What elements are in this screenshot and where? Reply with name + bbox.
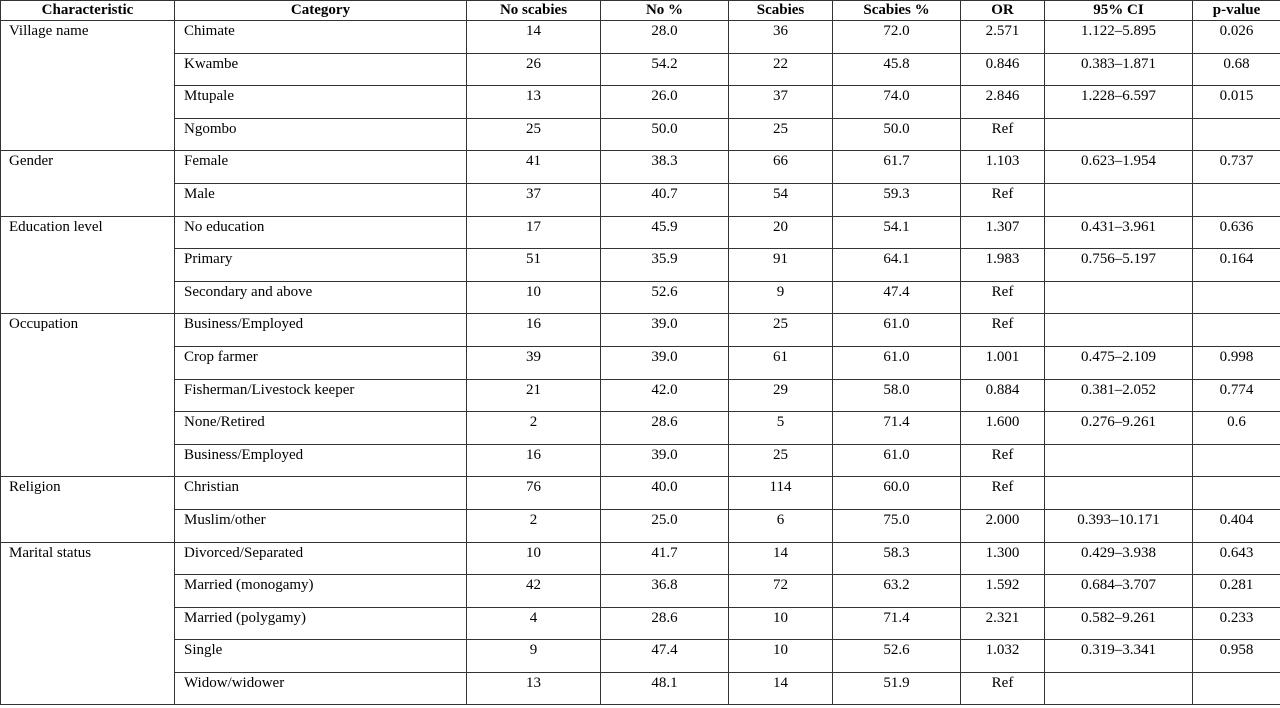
- table-row: [1, 672, 1280, 705]
- scabies-percent-cell: 75.0: [833, 509, 961, 542]
- category-cell: Single: [175, 640, 467, 673]
- ci-cell: 1.122–5.895: [1045, 21, 1193, 54]
- ci-cell: [1045, 281, 1193, 314]
- scabies-percent-cell: 61.7: [833, 151, 961, 184]
- scabies-cell: 22: [729, 53, 833, 86]
- ci-cell: 0.475–2.109: [1045, 346, 1193, 379]
- no-scabies-cell: 14: [467, 21, 601, 54]
- odds-ratio-cell: 1.032: [961, 640, 1045, 673]
- table-row: [1, 183, 1280, 216]
- table-row: [1, 379, 1280, 412]
- scabies-percent-cell: 45.8: [833, 53, 961, 86]
- scabies-cell: 14: [729, 672, 833, 705]
- odds-ratio-cell: 2.321: [961, 607, 1045, 640]
- category-cell: Business/Employed: [175, 444, 467, 477]
- header-row: [1, 1, 1280, 21]
- header-category: Category: [175, 1, 467, 21]
- scabies-cell: 20: [729, 216, 833, 249]
- ci-cell: 0.393–10.171: [1045, 509, 1193, 542]
- scabies-percent-cell: 71.4: [833, 412, 961, 445]
- no-scabies-cell: 41: [467, 151, 601, 184]
- no-percent-cell: 50.0: [601, 118, 729, 151]
- scabies-cell: 54: [729, 183, 833, 216]
- table-row: [1, 314, 1280, 347]
- table-row: [1, 412, 1280, 445]
- scabies-cell: 66: [729, 151, 833, 184]
- no-percent-cell: 36.8: [601, 575, 729, 608]
- ci-cell: [1045, 477, 1193, 510]
- odds-ratio-cell: 0.884: [961, 379, 1045, 412]
- p-value-cell: [1193, 477, 1280, 510]
- scabies-cell: 72: [729, 575, 833, 608]
- no-percent-cell: 35.9: [601, 249, 729, 282]
- ci-cell: [1045, 444, 1193, 477]
- table-row: [1, 346, 1280, 379]
- no-scabies-cell: 25: [467, 118, 601, 151]
- p-value-cell: [1193, 118, 1280, 151]
- table-row: [1, 118, 1280, 151]
- no-scabies-cell: 13: [467, 86, 601, 119]
- ci-cell: [1045, 314, 1193, 347]
- p-value-cell: 0.281: [1193, 575, 1280, 608]
- p-value-cell: 0.998: [1193, 346, 1280, 379]
- table-row: [1, 86, 1280, 119]
- ci-cell: 0.429–3.938: [1045, 542, 1193, 575]
- ci-cell: 0.582–9.261: [1045, 607, 1193, 640]
- ci-cell: 0.319–3.341: [1045, 640, 1193, 673]
- category-cell: Married (polygamy): [175, 607, 467, 640]
- scabies-cell: 61: [729, 346, 833, 379]
- scabies-percent-cell: 59.3: [833, 183, 961, 216]
- scabies-percent-cell: 61.0: [833, 346, 961, 379]
- category-cell: Married (monogamy): [175, 575, 467, 608]
- category-cell: Mtupale: [175, 86, 467, 119]
- category-cell: Primary: [175, 249, 467, 282]
- no-percent-cell: 54.2: [601, 53, 729, 86]
- category-cell: Crop farmer: [175, 346, 467, 379]
- no-percent-cell: 52.6: [601, 281, 729, 314]
- odds-ratio-cell: 2.571: [961, 21, 1045, 54]
- no-percent-cell: 28.6: [601, 412, 729, 445]
- no-percent-cell: 40.0: [601, 477, 729, 510]
- no-percent-cell: 48.1: [601, 672, 729, 705]
- characteristic-cell: Religion: [1, 477, 175, 542]
- characteristic-cell: Education level: [1, 216, 175, 314]
- ci-cell: 0.756–5.197: [1045, 249, 1193, 282]
- no-scabies-cell: 21: [467, 379, 601, 412]
- no-scabies-cell: 9: [467, 640, 601, 673]
- scabies-percent-cell: 71.4: [833, 607, 961, 640]
- header-p-value: p-value: [1193, 1, 1280, 21]
- scabies-percent-cell: 52.6: [833, 640, 961, 673]
- no-scabies-cell: 39: [467, 346, 601, 379]
- no-scabies-cell: 4: [467, 607, 601, 640]
- odds-ratio-cell: Ref: [961, 281, 1045, 314]
- scabies-cell: 14: [729, 542, 833, 575]
- p-value-cell: 0.233: [1193, 607, 1280, 640]
- scabies-cell: 114: [729, 477, 833, 510]
- p-value-cell: 0.643: [1193, 542, 1280, 575]
- p-value-cell: 0.164: [1193, 249, 1280, 282]
- no-percent-cell: 42.0: [601, 379, 729, 412]
- no-percent-cell: 38.3: [601, 151, 729, 184]
- header-scabies: Scabies: [729, 1, 833, 21]
- scabies-cell: 5: [729, 412, 833, 445]
- category-cell: No education: [175, 216, 467, 249]
- p-value-cell: 0.015: [1193, 86, 1280, 119]
- odds-ratio-cell: 2.846: [961, 86, 1045, 119]
- no-percent-cell: 25.0: [601, 509, 729, 542]
- scabies-cell: 29: [729, 379, 833, 412]
- table-row: [1, 509, 1280, 542]
- table-row: [1, 216, 1280, 249]
- scabies-cell: 37: [729, 86, 833, 119]
- scabies-percent-cell: 58.3: [833, 542, 961, 575]
- category-cell: Secondary and above: [175, 281, 467, 314]
- scabies-percent-cell: 74.0: [833, 86, 961, 119]
- p-value-cell: 0.026: [1193, 21, 1280, 54]
- table-header: [1, 1, 1280, 21]
- category-cell: Business/Employed: [175, 314, 467, 347]
- scabies-cell: 25: [729, 444, 833, 477]
- scabies-percent-cell: 47.4: [833, 281, 961, 314]
- p-value-cell: [1193, 314, 1280, 347]
- scabies-cell: 25: [729, 118, 833, 151]
- ci-cell: [1045, 183, 1193, 216]
- scabies-percent-cell: 58.0: [833, 379, 961, 412]
- p-value-cell: [1193, 444, 1280, 477]
- odds-ratio-cell: 1.103: [961, 151, 1045, 184]
- scabies-cell: 91: [729, 249, 833, 282]
- no-scabies-cell: 2: [467, 412, 601, 445]
- scabies-cell: 36: [729, 21, 833, 54]
- odds-ratio-cell: Ref: [961, 183, 1045, 216]
- odds-ratio-cell: 2.000: [961, 509, 1045, 542]
- ci-cell: 0.383–1.871: [1045, 53, 1193, 86]
- no-percent-cell: 39.0: [601, 346, 729, 379]
- header-scabies-percent: Scabies %: [833, 1, 961, 21]
- category-cell: Fisherman/Livestock keeper: [175, 379, 467, 412]
- ci-cell: 0.276–9.261: [1045, 412, 1193, 445]
- scabies-cell: 6: [729, 509, 833, 542]
- no-percent-cell: 45.9: [601, 216, 729, 249]
- category-cell: None/Retired: [175, 412, 467, 445]
- p-value-cell: 0.6: [1193, 412, 1280, 445]
- ci-cell: 0.431–3.961: [1045, 216, 1193, 249]
- odds-ratio-cell: Ref: [961, 672, 1045, 705]
- odds-ratio-cell: 0.846: [961, 53, 1045, 86]
- odds-ratio-cell: Ref: [961, 314, 1045, 347]
- characteristic-cell: Gender: [1, 151, 175, 216]
- odds-ratio-cell: 1.592: [961, 575, 1045, 608]
- table-row: [1, 53, 1280, 86]
- odds-ratio-cell: Ref: [961, 477, 1045, 510]
- table-row: [1, 249, 1280, 282]
- header-odds-ratio: OR: [961, 1, 1045, 21]
- p-value-cell: 0.68: [1193, 53, 1280, 86]
- table-row: [1, 444, 1280, 477]
- category-cell: Female: [175, 151, 467, 184]
- odds-ratio-cell: 1.300: [961, 542, 1045, 575]
- scabies-cell: 25: [729, 314, 833, 347]
- p-value-cell: [1193, 281, 1280, 314]
- table-row: [1, 607, 1280, 640]
- table-row: [1, 542, 1280, 575]
- table-body: [1, 21, 1280, 705]
- no-scabies-cell: 2: [467, 509, 601, 542]
- scabies-percent-cell: 61.0: [833, 444, 961, 477]
- characteristic-cell: Occupation: [1, 314, 175, 477]
- no-percent-cell: 26.0: [601, 86, 729, 119]
- header-no-percent: No %: [601, 1, 729, 21]
- scabies-percent-cell: 51.9: [833, 672, 961, 705]
- odds-ratio-cell: 1.600: [961, 412, 1045, 445]
- p-value-cell: 0.958: [1193, 640, 1280, 673]
- no-scabies-cell: 16: [467, 444, 601, 477]
- odds-ratio-cell: Ref: [961, 444, 1045, 477]
- category-cell: Kwambe: [175, 53, 467, 86]
- no-percent-cell: 28.0: [601, 21, 729, 54]
- table-row: [1, 21, 1280, 54]
- category-cell: Widow/widower: [175, 672, 467, 705]
- category-cell: Ngombo: [175, 118, 467, 151]
- header-characteristic: Characteristic: [1, 1, 175, 21]
- scabies-cell: 9: [729, 281, 833, 314]
- no-scabies-cell: 26: [467, 53, 601, 86]
- no-percent-cell: 28.6: [601, 607, 729, 640]
- ci-cell: 0.381–2.052: [1045, 379, 1193, 412]
- category-cell: Divorced/Separated: [175, 542, 467, 575]
- p-value-cell: 0.737: [1193, 151, 1280, 184]
- no-scabies-cell: 10: [467, 542, 601, 575]
- table-row: [1, 575, 1280, 608]
- ci-cell: [1045, 672, 1193, 705]
- p-value-cell: 0.636: [1193, 216, 1280, 249]
- scabies-percent-cell: 50.0: [833, 118, 961, 151]
- odds-ratio-cell: 1.307: [961, 216, 1045, 249]
- table-row: [1, 281, 1280, 314]
- table-row: [1, 151, 1280, 184]
- header-confidence-interval: 95% CI: [1045, 1, 1193, 21]
- table-row: [1, 640, 1280, 673]
- no-percent-cell: 41.7: [601, 542, 729, 575]
- category-cell: Muslim/other: [175, 509, 467, 542]
- scabies-percent-cell: 54.1: [833, 216, 961, 249]
- p-value-cell: [1193, 672, 1280, 705]
- header-no-scabies: No scabies: [467, 1, 601, 21]
- table-row: [1, 477, 1280, 510]
- category-cell: Male: [175, 183, 467, 216]
- characteristic-cell: Marital status: [1, 542, 175, 705]
- no-percent-cell: 39.0: [601, 314, 729, 347]
- odds-ratio-cell: 1.983: [961, 249, 1045, 282]
- scabies-percent-cell: 63.2: [833, 575, 961, 608]
- scabies-percent-cell: 60.0: [833, 477, 961, 510]
- characteristic-cell: Village name: [1, 21, 175, 151]
- category-cell: Chimate: [175, 21, 467, 54]
- no-percent-cell: 39.0: [601, 444, 729, 477]
- ci-cell: 0.684–3.707: [1045, 575, 1193, 608]
- scabies-percent-cell: 61.0: [833, 314, 961, 347]
- scabies-percent-cell: 72.0: [833, 21, 961, 54]
- p-value-cell: 0.404: [1193, 509, 1280, 542]
- no-scabies-cell: 42: [467, 575, 601, 608]
- category-cell: Christian: [175, 477, 467, 510]
- no-scabies-cell: 37: [467, 183, 601, 216]
- no-scabies-cell: 13: [467, 672, 601, 705]
- no-scabies-cell: 10: [467, 281, 601, 314]
- p-value-cell: [1193, 183, 1280, 216]
- ci-cell: 0.623–1.954: [1045, 151, 1193, 184]
- no-scabies-cell: 51: [467, 249, 601, 282]
- scabies-cell: 10: [729, 640, 833, 673]
- no-percent-cell: 40.7: [601, 183, 729, 216]
- ci-cell: 1.228–6.597: [1045, 86, 1193, 119]
- no-percent-cell: 47.4: [601, 640, 729, 673]
- odds-ratio-cell: 1.001: [961, 346, 1045, 379]
- odds-ratio-cell: Ref: [961, 118, 1045, 151]
- scabies-percent-cell: 64.1: [833, 249, 961, 282]
- no-scabies-cell: 76: [467, 477, 601, 510]
- p-value-cell: 0.774: [1193, 379, 1280, 412]
- ci-cell: [1045, 118, 1193, 151]
- scabies-cell: 10: [729, 607, 833, 640]
- no-scabies-cell: 16: [467, 314, 601, 347]
- no-scabies-cell: 17: [467, 216, 601, 249]
